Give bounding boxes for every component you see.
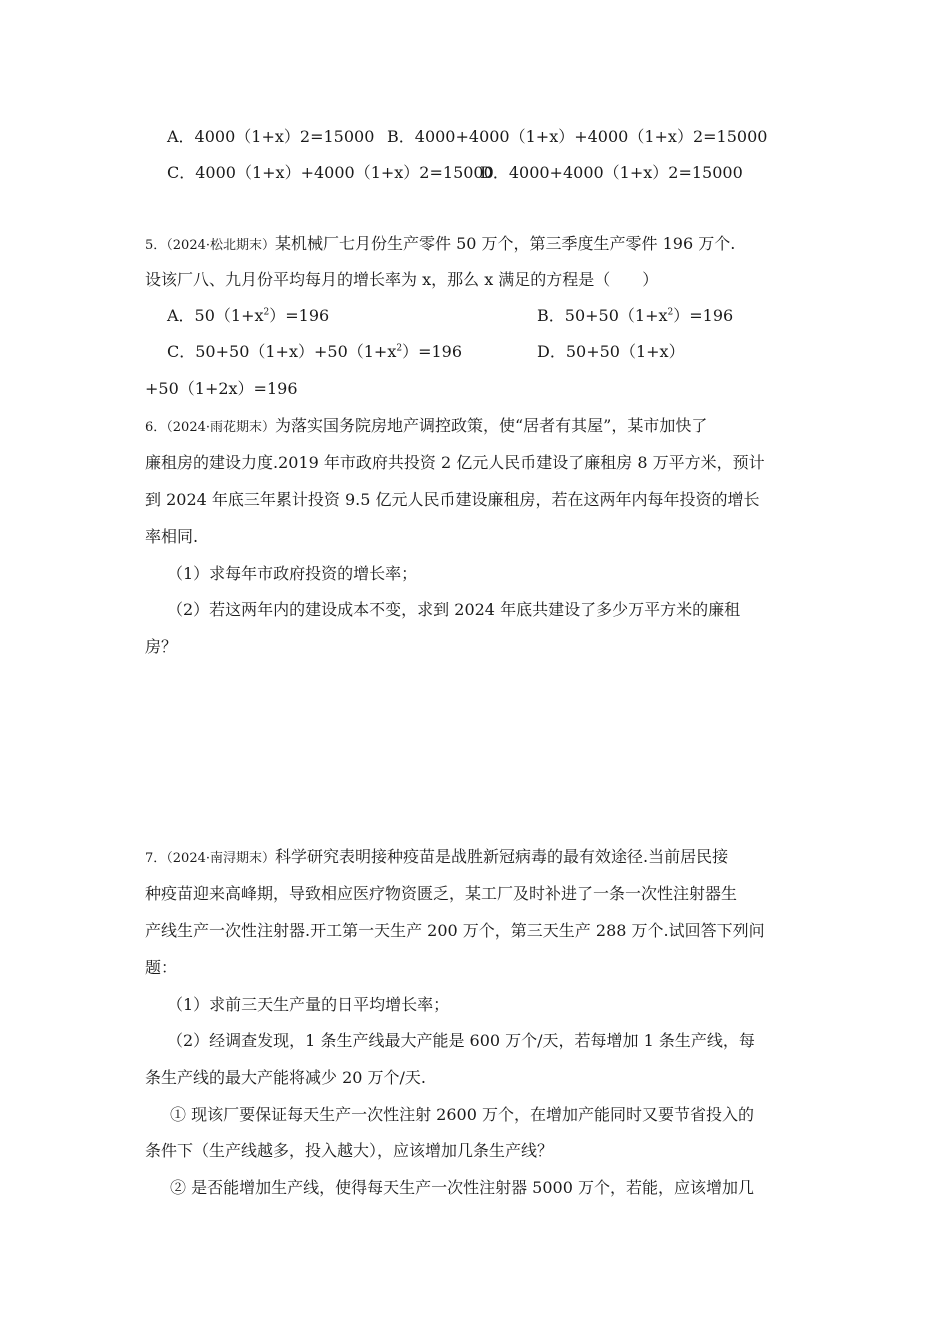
q6-stem-line-3: 到 2024 年底三年累计投资 9.5 亿元人民币建设廉租房，若在这两年内每年投资的增长 [145, 490, 760, 509]
q7-sub-2-line-1: ② 是否能增加生产线，使得每天生产一次性注射器 5000 万个，若能，应该增加几 [170, 1178, 754, 1197]
q5-option-b-pre: B．50+50（1+x [537, 306, 668, 325]
q6-part-2-line-1: （2）若这两年内的建设成本不变，求到 2024 年底共建设了多少万平方米的廉租 [167, 600, 741, 619]
q5-number: 5． [145, 238, 167, 253]
q7-stem-line-1 [145, 847, 728, 869]
q6-text-1: 为落实国务院房地产调控政策，使“居者有其屋”，某市加快了 [275, 416, 708, 435]
q6-stem-line-1 [145, 416, 707, 438]
q7-part-2-line-2: 条生产线的最大产能将减少 20 万个/天. [145, 1068, 427, 1087]
q6-stem-line-4: 率相同. [145, 527, 199, 546]
q7-source: （2024·南浔期末） [166, 851, 275, 866]
q6-stem-line-2: 廉租房的建设力度.2019 年市政府共投资 2 亿元人民币建设了廉租房 8 万平方米，预计 [145, 453, 765, 472]
q7-part-2-line-1: （2）经调查发现，1 条生产线最大产能是 600 万个/天，若每增加 1 条生产线，每 [167, 1031, 755, 1050]
q6-source: （2024·雨花期末） [166, 420, 275, 435]
q7-text-1: 科学研究表明接种疫苗是战胜新冠病毒的最有效途径.当前居民接 [275, 847, 729, 866]
q5-option-a [167, 306, 329, 326]
q5-option-c-exponent: 2 [396, 343, 403, 354]
q5-option-a-post: ）=196 [269, 306, 330, 325]
q7-number: 7． [145, 851, 167, 866]
q5-option-a-pre: A．50（1+x [167, 306, 264, 325]
q6-part-2-line-2: 房？ [145, 637, 178, 656]
q5-stem-line-1 [145, 234, 735, 256]
q7-sub-1-line-2: 条件下（生产线越多，投入越大），应该增加几条生产线？ [145, 1141, 554, 1160]
q7-part-1: （1）求前三天生产量的日平均增长率； [167, 995, 450, 1014]
q5-option-c-post: ）=196 [402, 342, 463, 361]
q5-source: （2024·松北期末） [166, 238, 275, 253]
q5-text-1: 某机械厂七月份生产零件 50 万个，第三季度生产零件 196 万个. [275, 234, 736, 253]
q4-option-b: B．4000+4000（1+x）+4000（1+x）2=15000 [387, 127, 768, 146]
q5-option-d-line-1: D．50+50（1+x） [537, 342, 685, 361]
q5-option-b [537, 306, 733, 326]
q4-option-d: D．4000+4000（1+x）2=15000 [480, 163, 743, 182]
q5-stem-line-2: 设该厂八、九月份平均每月的增长率为 x，那么 x 满足的方程是（ ） [145, 270, 659, 289]
q5-option-c [167, 342, 462, 362]
q5-option-d-line-2: +50（1+2x）=196 [145, 379, 298, 398]
q4-option-c: C．4000（1+x）+4000（1+x）2=15000 [167, 163, 494, 182]
q7-sub-1-line-1: ① 现该厂要保证每天生产一次性注射 2600 万个，在增加产能同时又要节省投入的 [170, 1105, 754, 1124]
q5-option-b-post: ）=196 [673, 306, 734, 325]
q5-option-a-exponent: 2 [263, 307, 270, 318]
q7-stem-line-4: 题： [145, 958, 178, 977]
q7-stem-line-2: 种疫苗迎来高峰期，导致相应医疗物资匮乏，某工厂及时补进了一条一次性注射器生 [145, 884, 738, 903]
q7-stem-line-3: 产线生产一次性注射器.开工第一天生产 200 万个，第三天生产 288 万个.试回答下列问 [145, 921, 765, 940]
q5-option-c-pre: C．50+50（1+x）+50（1+x [167, 342, 397, 361]
q6-part-1: （1）求每年市政府投资的增长率； [167, 564, 418, 583]
q6-number: 6． [145, 420, 167, 435]
q4-option-a: A．4000（1+x）2=15000 [167, 127, 375, 146]
q5-option-b-exponent: 2 [667, 307, 674, 318]
